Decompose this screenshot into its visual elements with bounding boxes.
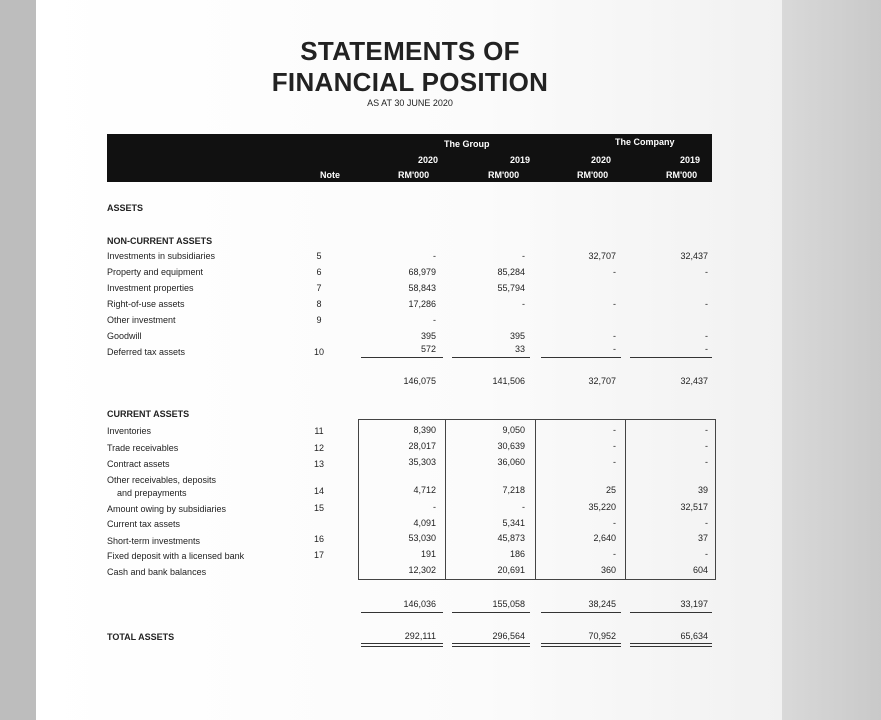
group-2020-value: - [433, 315, 436, 325]
subtotal-rule [630, 357, 712, 358]
company-2020-value: 35,220 [588, 502, 616, 512]
company-2020-subtotal: 32,707 [588, 376, 616, 386]
group-2019-value: - [522, 502, 525, 512]
box-divider [445, 419, 446, 579]
company-2020-value: 25 [605, 485, 616, 495]
background-edge-right [782, 0, 881, 720]
group-2019-total: 296,564 [492, 631, 525, 641]
group-2019-value: 395 [509, 331, 525, 341]
company-2020-subtotal: 38,245 [588, 599, 616, 609]
total-rule [361, 646, 443, 647]
group-2020-value: 8,390 [413, 425, 436, 435]
row-label: Current tax assets [107, 519, 181, 529]
row-note: 10 [313, 347, 324, 357]
background-edge-left [0, 0, 36, 720]
company-2019-value: 37 [697, 533, 708, 543]
header-group-2020: 2020 [418, 155, 439, 165]
group-2020-value: 35,303 [408, 457, 436, 467]
header-company-2019: 2019 [680, 155, 701, 165]
group-2019-value: 5,341 [502, 518, 525, 528]
header-group-2019: 2019 [510, 155, 531, 165]
row-note: 7 [316, 283, 322, 293]
section-assets: ASSETS [107, 203, 144, 213]
header-company-2019-unit: RM'000 [666, 170, 698, 180]
row-label: Investment properties [107, 283, 194, 293]
page-subtitle: AS AT 30 JUNE 2020 [367, 98, 453, 108]
company-2020-value: - [613, 457, 616, 467]
header-company: The Company [615, 137, 675, 147]
group-2020-value: 28,017 [408, 441, 436, 451]
group-2019-value: 30,639 [497, 441, 525, 451]
company-2019-value: 39 [697, 485, 708, 495]
group-2020-total: 292,111 [404, 631, 436, 641]
total-rule [630, 646, 712, 647]
row-label: Property and equipment [107, 267, 204, 277]
group-2019-subtotal: 155,058 [492, 599, 525, 609]
company-2019-subtotal: 33,197 [680, 599, 708, 609]
group-2020-value: 68,979 [408, 267, 436, 277]
company-2020-value: - [613, 425, 616, 435]
company-2020-value: 2,640 [593, 533, 616, 543]
subtotal-rule [361, 612, 443, 613]
row-label: Contract assets [107, 459, 170, 469]
group-2019-value: - [522, 251, 525, 261]
company-2019-value: - [705, 344, 708, 354]
company-2019-subtotal: 32,437 [680, 376, 708, 386]
group-2020-value: 4,091 [413, 518, 436, 528]
header-group: The Group [444, 139, 490, 149]
row-note: 16 [313, 534, 324, 544]
header-note: Note [320, 170, 340, 180]
company-2019-value: - [705, 267, 708, 277]
row-label: Other receivables, deposits [107, 475, 217, 485]
header-company-2020-unit: RM'000 [577, 170, 609, 180]
total-assets-label: TOTAL ASSETS [107, 632, 175, 642]
group-2020-value: 4,712 [413, 485, 436, 495]
subtotal-rule [541, 612, 621, 613]
row-note: 12 [313, 443, 324, 453]
total-rule [541, 646, 621, 647]
subtotal-rule [541, 357, 621, 358]
total-rule [541, 643, 621, 644]
row-label: Fixed deposit with a licensed bank [107, 551, 245, 561]
company-2020-value: - [613, 441, 616, 451]
group-2020-subtotal: 146,036 [403, 599, 436, 609]
company-2019-value: - [705, 457, 708, 467]
company-2019-value: - [705, 518, 708, 528]
company-2019-value: - [705, 425, 708, 435]
row-label: Cash and bank balances [107, 567, 207, 577]
section-non-current-assets: NON-CURRENT ASSETS [107, 236, 213, 246]
group-2020-value: - [433, 251, 436, 261]
row-label-continued: and prepayments [117, 488, 187, 498]
company-2019-total: 65,634 [680, 631, 708, 641]
row-label: Right-of-use assets [107, 299, 185, 309]
page-title-line1: STATEMENTS OF [300, 36, 520, 66]
company-2020-value: - [613, 549, 616, 559]
company-2019-value: - [705, 549, 708, 559]
company-2019-value: - [705, 299, 708, 309]
company-2020-value: - [613, 331, 616, 341]
group-2019-value: - [522, 299, 525, 309]
row-label: Deferred tax assets [107, 347, 186, 357]
box-divider [535, 419, 536, 579]
group-2019-value: 7,218 [502, 485, 525, 495]
company-2019-value: - [705, 331, 708, 341]
row-note: 9 [316, 315, 322, 325]
row-note: 8 [316, 299, 322, 309]
company-2020-total: 70,952 [588, 631, 616, 641]
total-rule [361, 643, 443, 644]
table-header [107, 134, 712, 182]
group-2020-value: 572 [420, 344, 436, 354]
row-note: 5 [316, 251, 322, 261]
row-label: Trade receivables [107, 443, 179, 453]
company-2019-value: 32,437 [680, 251, 708, 261]
row-label: Other investment [107, 315, 176, 325]
row-note: 14 [313, 486, 324, 496]
header-group-2019-unit: RM'000 [488, 170, 520, 180]
company-2020-value: - [613, 267, 616, 277]
group-2019-value: 9,050 [502, 425, 525, 435]
company-2020-value: 360 [600, 565, 616, 575]
group-2020-value: 12,302 [408, 565, 436, 575]
row-label: Investments in subsidiaries [107, 251, 216, 261]
header-group-2020-unit: RM'000 [398, 170, 430, 180]
subtotal-rule [630, 612, 712, 613]
row-note: 6 [316, 267, 322, 277]
total-rule [452, 646, 530, 647]
company-2019-value: - [705, 441, 708, 451]
group-2019-value: 55,794 [497, 283, 525, 293]
row-note: 17 [313, 550, 324, 560]
group-2019-subtotal: 141,506 [492, 376, 525, 386]
row-label: Amount owing by subsidiaries [107, 504, 227, 514]
row-note: 11 [314, 426, 324, 436]
total-rule [452, 643, 530, 644]
group-2019-value: 20,691 [497, 565, 525, 575]
group-2019-value: 36,060 [497, 457, 525, 467]
group-2020-subtotal: 146,075 [403, 376, 436, 386]
row-note: 13 [313, 459, 324, 469]
company-2020-value: 32,707 [588, 251, 616, 261]
page-title-line2: FINANCIAL POSITION [271, 67, 549, 97]
company-2020-value: - [613, 344, 616, 354]
header-company-2020: 2020 [591, 155, 612, 165]
subtotal-rule [452, 612, 530, 613]
group-2020-value: 191 [420, 549, 436, 559]
row-label: Goodwill [107, 331, 142, 341]
group-2020-value: 17,286 [408, 299, 436, 309]
group-2019-value: 186 [509, 549, 525, 559]
row-label: Short-term investments [107, 536, 201, 546]
row-label: Inventories [107, 426, 152, 436]
section-current-assets: CURRENT ASSETS [107, 409, 190, 419]
row-note: 15 [313, 503, 324, 513]
group-2020-value: 395 [420, 331, 436, 341]
group-2019-value: 33 [514, 344, 525, 354]
company-2019-value: 604 [692, 565, 708, 575]
group-2020-value: 58,843 [408, 283, 436, 293]
group-2020-value: - [433, 502, 436, 512]
company-2020-value: - [613, 518, 616, 528]
box-divider [625, 419, 626, 579]
company-2020-value: - [613, 299, 616, 309]
group-2019-value: 45,873 [497, 533, 525, 543]
company-2019-value: 32,517 [680, 502, 708, 512]
group-2019-value: 85,284 [497, 267, 525, 277]
subtotal-rule [452, 357, 530, 358]
group-2020-value: 53,030 [408, 533, 436, 543]
subtotal-rule [361, 357, 443, 358]
total-rule [630, 643, 712, 644]
